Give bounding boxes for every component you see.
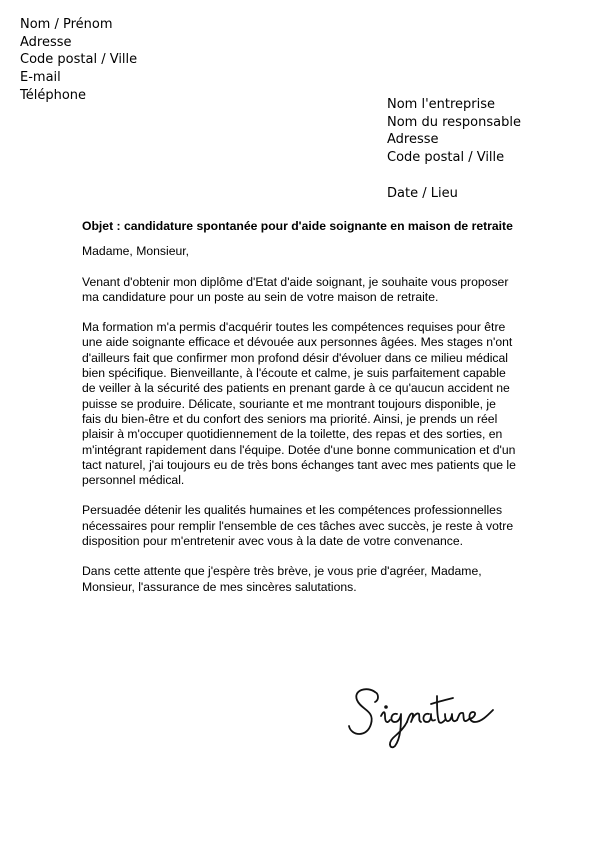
sender-phone: Téléphone bbox=[20, 87, 87, 103]
sender-email: E-mail bbox=[20, 70, 61, 86]
recipient-manager: Nom du responsable bbox=[387, 114, 521, 130]
sender-address: Adresse bbox=[20, 34, 72, 50]
recipient-address-block bbox=[387, 96, 521, 167]
letter-subject: Objet : candidature spontanée pour d'aide soignante en maison de retraite bbox=[82, 219, 513, 233]
letter-paragraph-intro: Venant d'obtenir mon diplôme d'Etat d'aide soignant, je souhaite vous proposer ma candidature pour un poste au sein de votre maison de retraite. bbox=[82, 274, 509, 304]
handwritten-signature bbox=[345, 680, 505, 755]
sender-address-block bbox=[20, 16, 137, 105]
letter-body bbox=[82, 219, 518, 610]
date-place: Date / Lieu bbox=[387, 186, 458, 201]
letter-paragraph-availability: Persuadée détenir les qualités humaines et les compétences professionnelles nécessaires pour remplir l'ensemble de ces tâches avec succès, je reste à votre disposition pour m'entretenir avec vous à la date de votre convenance. bbox=[82, 503, 514, 549]
recipient-address: Adresse bbox=[387, 132, 439, 148]
recipient-company: Nom l'entreprise bbox=[387, 97, 496, 112]
recipient-postal-city: Code postal / Ville bbox=[387, 150, 505, 166]
sender-name: Nom / Prénom bbox=[20, 17, 113, 32]
letter-paragraph-skills: Ma formation m'a permis d'acquérir toutes les compétences requises pour être une aide soignante efficace et dévouée aux personnes âgées. Mes stages n'ont d'ailleurs fait que confirmer mon profond désir d'évoluer dans ce milieu médical bien spécifique. Bienveillante, à l'écoute et calme, je suis parfaitement capable de veiller à la sécurité des patients en prenant garde à ce qu'aucun accident ne puisse se produire. Délicate, souriante et me montrant toujours disponible, je fais du bien-être et du confort des seniors ma priorité. Ainsi, je prends un réel plaisir à m'occuper quotidiennement de la toilette, des repas et des sorties, en m'intégrant rapidement dans l'équipe. Dotée d'une bonne communication et d'un tact naturel, j'ai toujours eu de très bons échanges tant avec mes patients que le personnel médical. bbox=[82, 320, 516, 488]
sender-postal-city: Code postal / Ville bbox=[20, 52, 138, 68]
letter-paragraph-closing: Dans cette attente que j'espère très brève, je vous prie d'agréer, Madame, Monsieur, l'assurance de mes sincères salutations. bbox=[82, 564, 482, 594]
letter-salutation: Madame, Monsieur, bbox=[82, 244, 190, 259]
